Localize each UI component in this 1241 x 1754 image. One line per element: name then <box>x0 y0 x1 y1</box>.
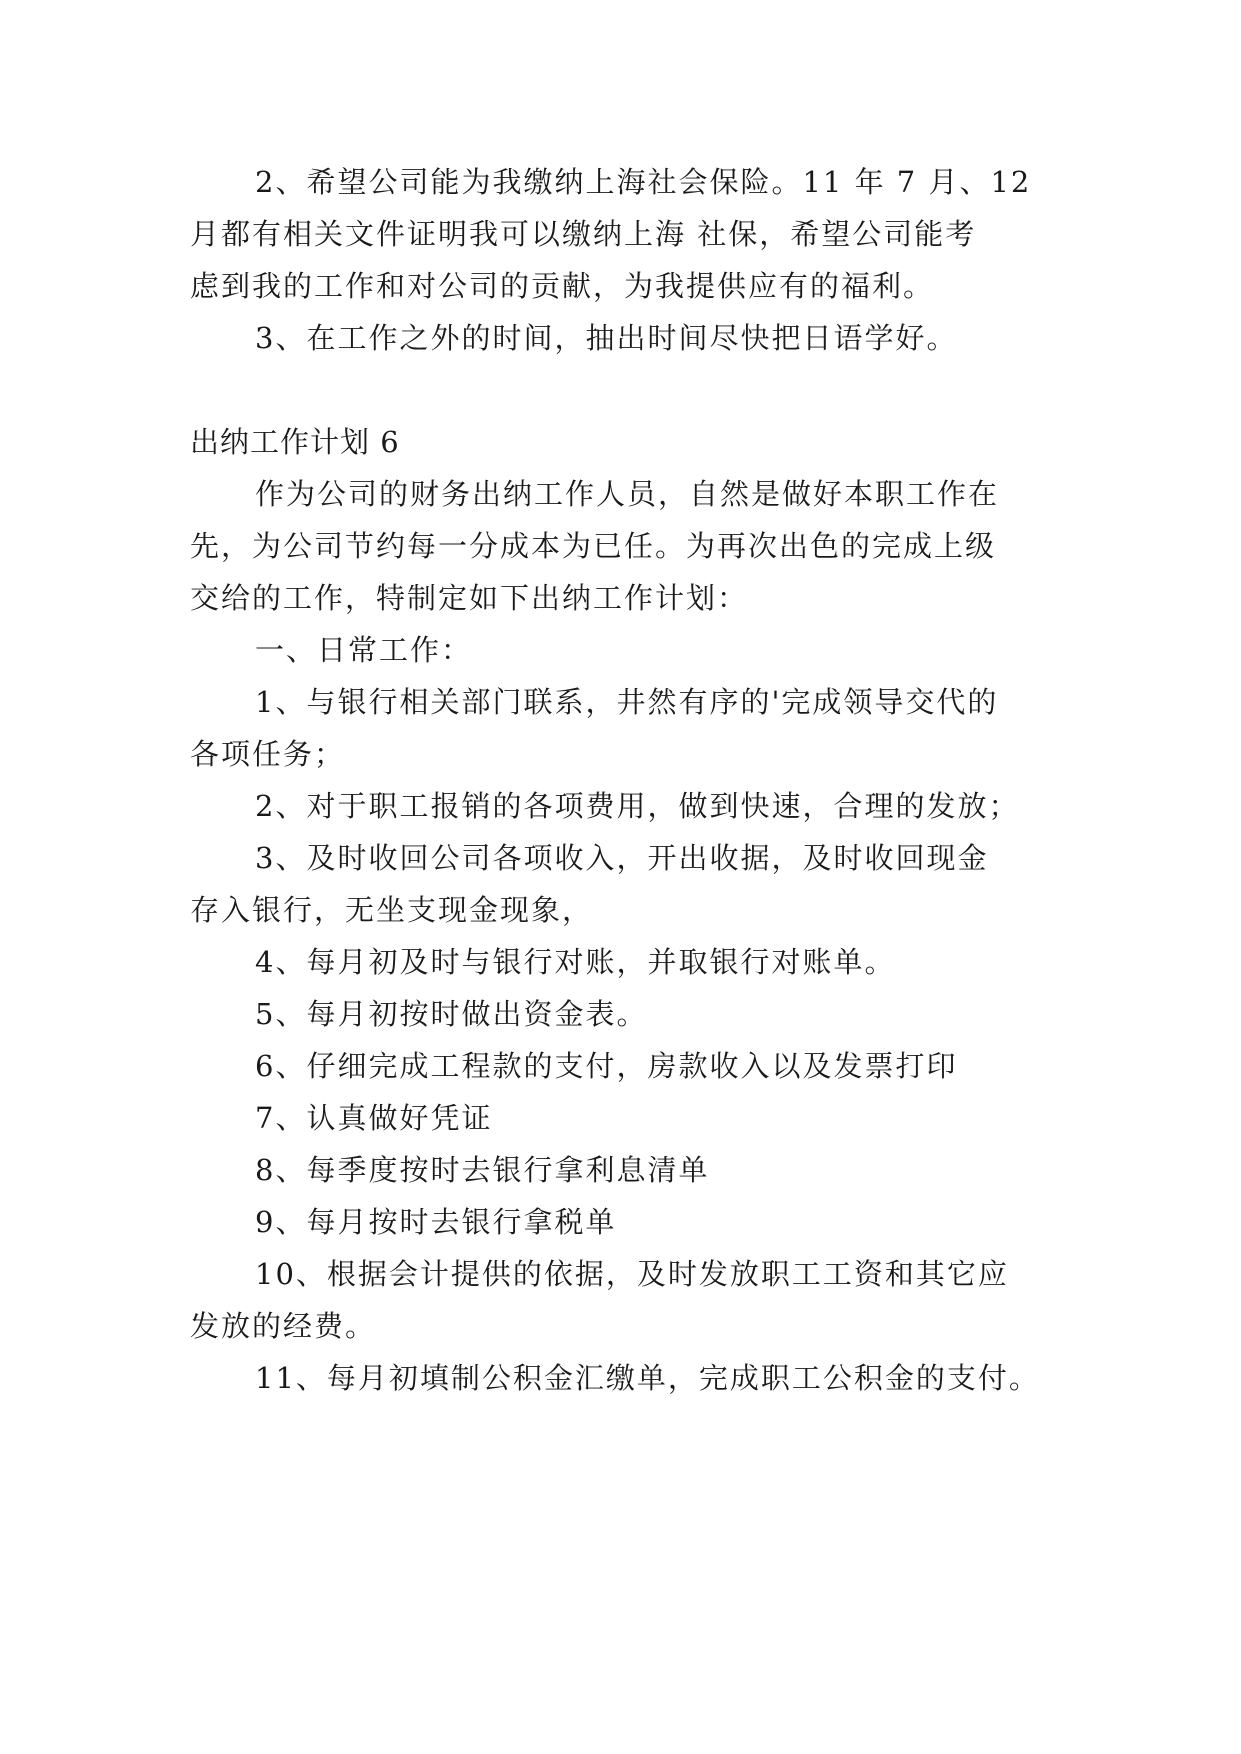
paragraph-line: 2、希望公司能为我缴纳上海社会保险。11 年 7 月、12 <box>255 165 1032 199</box>
list-item: 8、每季度按时去银行拿利息清单 <box>255 1153 710 1187</box>
list-item: 6、仔细完成工程款的支付，房款收入以及发票打印 <box>255 1049 958 1083</box>
list-item: 发放的经费。 <box>190 1309 377 1343</box>
list-item: 7、认真做好凭证 <box>255 1101 493 1135</box>
list-item: 2、对于职工报销的各项费用，做到快速，合理的发放； <box>255 789 1020 823</box>
paragraph-line: 3、在工作之外的时间，抽出时间尽快把日语学好。 <box>255 321 958 355</box>
list-item: 存入银行，无坐支现金现象， <box>190 893 594 927</box>
sub-heading: 一、日常工作： <box>255 633 473 667</box>
list-item: 1、与银行相关部门联系，井然有序的'完成领导交代的 <box>255 685 999 719</box>
section-title: 出纳工作计划 6 <box>190 425 400 459</box>
list-item: 3、及时收回公司各项收入，开出收据，及时收回现金 <box>255 841 989 875</box>
list-item: 5、每月初按时做出资金表。 <box>255 997 648 1031</box>
paragraph-line: 作为公司的财务出纳工作人员，自然是做好本职工作在 <box>255 477 1000 511</box>
list-item: 各项任务； <box>190 737 346 771</box>
list-item: 4、每月初及时与银行对账，并取银行对账单。 <box>255 945 896 979</box>
paragraph-line: 交给的工作，特制定如下出纳工作计划： <box>190 581 749 615</box>
list-item: 11、每月初填制公积金汇缴单，完成职工公积金的支付。 <box>255 1361 1040 1395</box>
list-item: 10、根据会计提供的依据，及时发放职工工资和其它应 <box>255 1257 1009 1291</box>
paragraph-line: 虑到我的工作和对公司的贡献，为我提供应有的福利。 <box>190 269 935 303</box>
paragraph-line: 月都有相关文件证明我可以缴纳上海 社保，希望公司能考 <box>190 217 977 251</box>
list-item: 9、每月按时去银行拿税单 <box>255 1205 617 1239</box>
paragraph-line: 先，为公司节约每一分成本为已任。为再次出色的完成上级 <box>190 529 997 563</box>
